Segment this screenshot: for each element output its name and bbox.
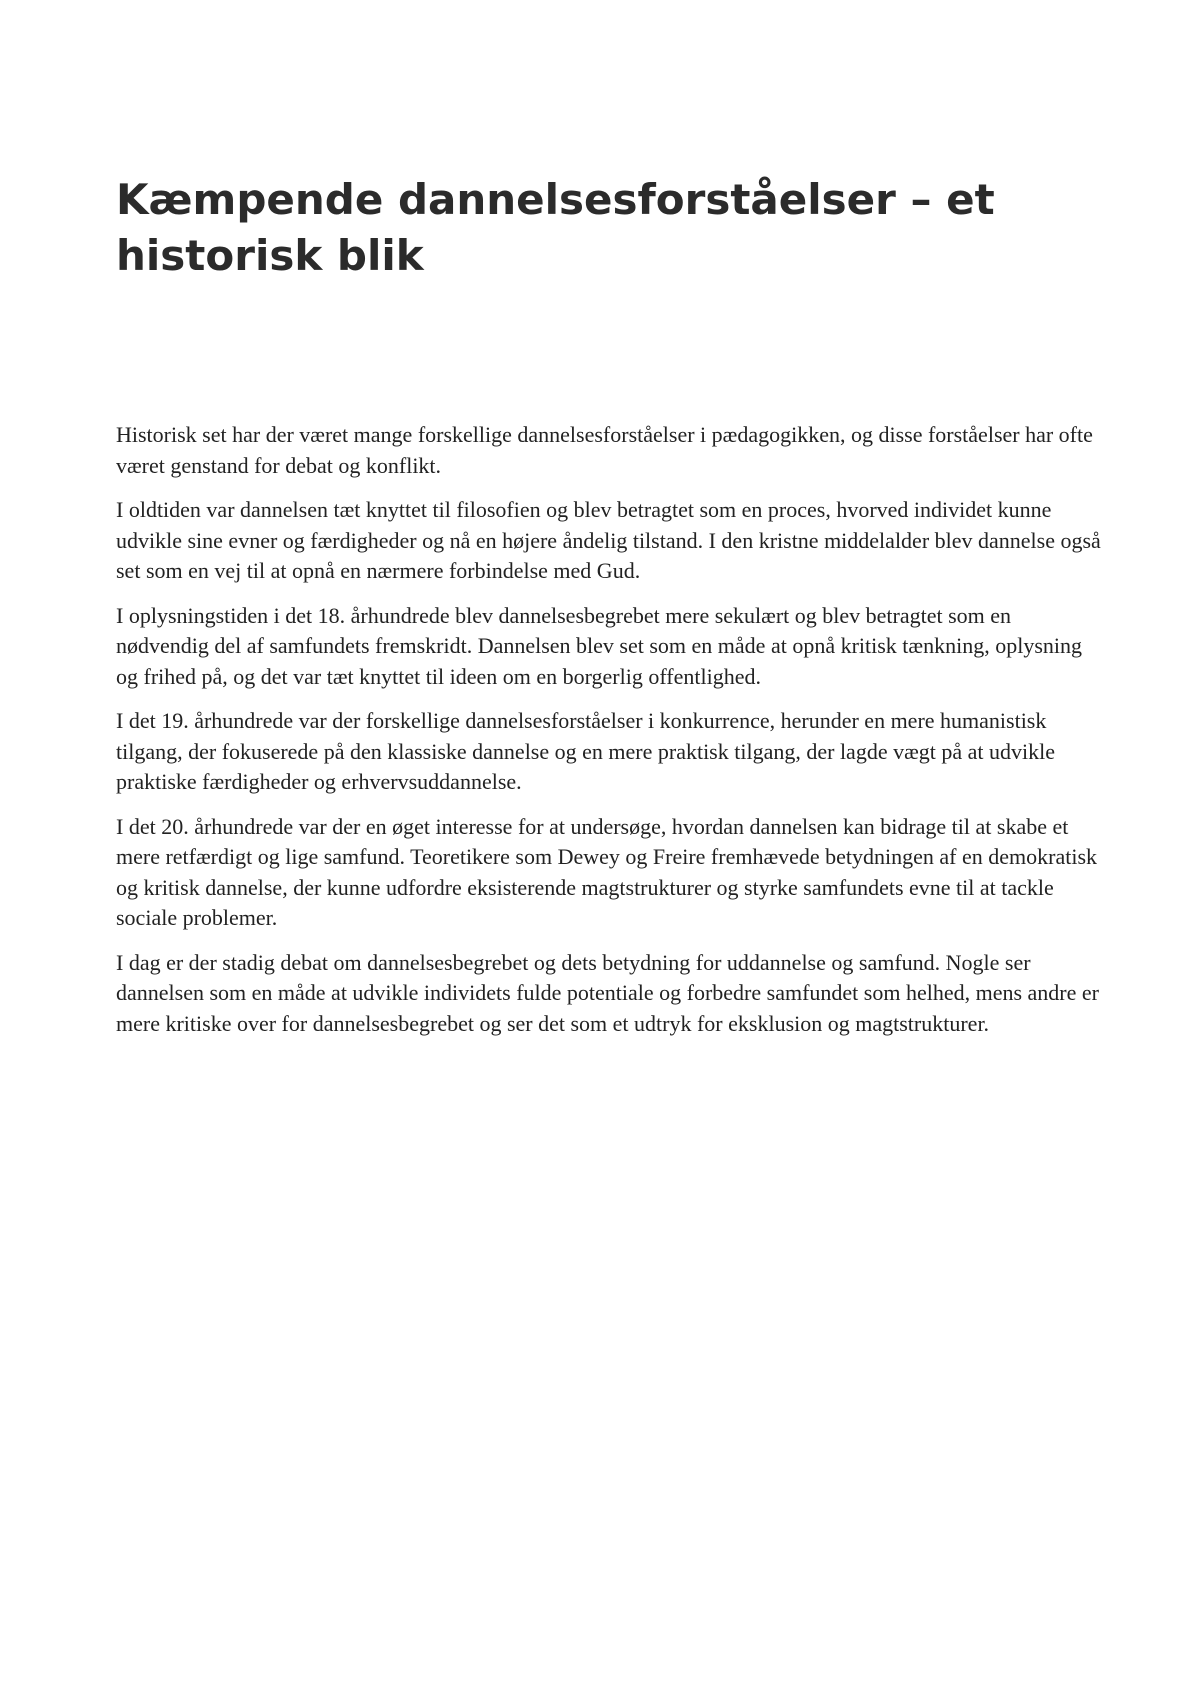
- document-body: [116, 420, 1106, 1053]
- paragraph-3: I oplysningstiden i det 18. århundrede blev dannelsesbegrebet mere sekulært og blev betragtet som en nødvendig del af samfundets fremskridt. Dannelsen blev set som en måde at opnå kritisk tænkning, oplysning og frihed på, og det var tæt knyttet til ideen om en borgerlig offentlighed.: [116, 602, 1082, 689]
- document-title: Kæmpende dannelsesforståelser – et historisk blik: [116, 175, 995, 280]
- paragraph-5: I det 20. århundrede var der en øget interesse for at undersøge, hvordan dannelsen kan bidrage til at skabe et mere retfærdigt og lige samfund. Teoretikere som Dewey og Freire fremhævede betydningen af en demokratisk og kritisk dannelse, der kunne udfordre eksisterende magtstrukturer og styrke samfundets evne til at tackle sociale problemer.: [116, 813, 1098, 930]
- paragraph-2: I oldtiden var dannelsen tæt knyttet til filosofien og blev betragtet som en proces, hvorved individet kunne udvikle sine evner og færdigheder og nå en højere åndelig tilstand. I den kristne middelalder blev dannelse også set som en vej til at opnå en nærmere forbindelse med Gud.: [116, 497, 1101, 583]
- paragraph-6: I dag er der stadig debat om dannelsesbegrebet og dets betydning for uddannelse og samfund. Nogle ser dannelsen som en måde at udvikle individets fulde potentiale og forbedre samfundet som helhed, mens andre er mere kritiske over for dannelsesbegrebet og ser det som et udtryk for eksklusion og magtstrukturer.: [116, 949, 1099, 1036]
- paragraph-1: Historisk set har der været mange forskellige dannelsesforståelser i pædagogikken, og disse forståelser har ofte været genstand for debat og konflikt.: [116, 422, 1093, 478]
- paragraph-4: I det 19. århundrede var der forskellige dannelsesforståelser i konkurrence, herunder en mere humanistisk tilgang, der fokuserede på den klassiske dannelse og en mere praktisk tilgang, der lagde vægt på at udvikle praktiske færdigheder og erhvervsuddannelse.: [116, 708, 1055, 794]
